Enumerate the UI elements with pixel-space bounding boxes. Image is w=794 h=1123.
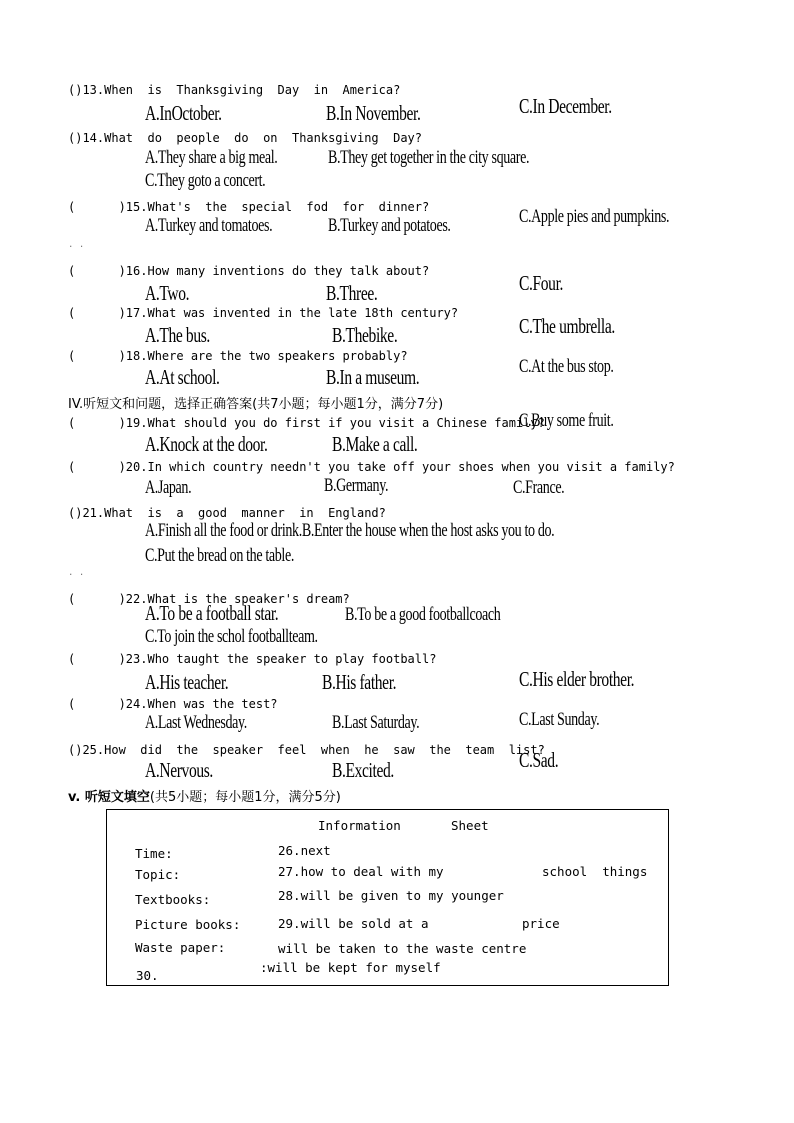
q13-option-a: A.InOctober. xyxy=(145,101,222,125)
question-14-stem: ()14.What do people do on Thanksgiving Day? xyxy=(68,131,423,145)
q18-option-b: B.In a museum. xyxy=(326,365,420,389)
q24-option-c: C.Last Sunday. xyxy=(519,709,600,730)
topic-label: Topic: xyxy=(135,867,181,882)
q23-option-c: C.His elder brother. xyxy=(519,667,635,691)
time-label: Time: xyxy=(135,846,173,861)
q14-option-b: B.They get together in the city square. xyxy=(328,147,530,168)
q20-option-a: A.Japan. xyxy=(145,477,192,498)
picture-books-label: Picture books: xyxy=(135,917,241,932)
sheet-title-information: Information xyxy=(318,818,401,833)
question-16-stem: ( )16.How many inventions do they talk about? xyxy=(68,264,430,278)
topic-tail: school things xyxy=(542,864,648,879)
item-30-value: :will be kept for myself xyxy=(260,960,441,975)
q19-option-b: B.Make a call. xyxy=(332,432,418,456)
q18-option-a: A.At school. xyxy=(145,365,220,389)
q24-option-b: B.Last Saturday. xyxy=(332,712,420,733)
q15-option-a: A.Turkey and tomatoes. xyxy=(145,215,273,236)
separator-dots: . . xyxy=(68,568,85,578)
q22-option-a: A.To be a football star. xyxy=(145,601,279,625)
q20-option-b: B.Germany. xyxy=(324,475,389,496)
q17-option-a: A.The bus. xyxy=(145,323,210,347)
sheet-title-sheet: Sheet xyxy=(451,818,489,833)
question-19-stem: ( )19.What should you do first if you visit a Chinese family? xyxy=(68,416,545,430)
q24-option-a: A.Last Wednesday. xyxy=(145,712,247,733)
q16-option-a: A.Two. xyxy=(145,281,190,305)
q16-option-c: C.Four. xyxy=(519,271,564,295)
question-24-stem: ( )24.When was the test? xyxy=(68,697,278,711)
q14-option-c: C.They goto a concert. xyxy=(145,170,266,191)
q22-option-b: B.To be a good footballcoach xyxy=(345,604,501,625)
question-25-stem: ()25.How did the speaker feel when he saw the team list? xyxy=(68,743,545,757)
q18-option-c: C.At the bus stop. xyxy=(519,356,614,377)
q16-option-b: B.Three. xyxy=(326,281,378,305)
question-18-stem: ( )18.Where are the two speakers probably? xyxy=(68,349,408,363)
picture-books-tail: price xyxy=(522,916,560,931)
information-sheet xyxy=(106,809,669,986)
item-30-label: 30. xyxy=(136,968,159,983)
section-4-heading: IV.听短文和问题，选择正确答案(共7小题；每小题1分，满分7分) xyxy=(68,397,444,412)
question-20-stem: ( )20.In which country needn't you take off your shoes when you visit a family? xyxy=(68,460,675,474)
textbooks-label: Textbooks: xyxy=(135,892,211,907)
q17-option-c: C.The umbrella. xyxy=(519,314,615,338)
section-5-heading-main: v. 听短文填空 xyxy=(68,790,150,805)
q14-option-a: A.They share a big meal. xyxy=(145,147,278,168)
q25-option-a: A.Nervous. xyxy=(145,758,213,782)
q19-option-a: A.Knock at the door. xyxy=(145,432,268,456)
topic-value: 27.how to deal with my xyxy=(278,864,444,879)
picture-books-value: 29.will be sold at a xyxy=(278,916,429,931)
q15-option-b: B.Turkey and potatoes. xyxy=(328,215,451,236)
q19-option-c: C.Buy some fruit. xyxy=(519,410,614,431)
q22-option-c: C.To join the schol footballteam. xyxy=(145,626,318,647)
q23-option-a: A.His teacher. xyxy=(145,670,229,694)
question-15-stem: ( )15.What's the special fod for dinner? xyxy=(68,200,430,214)
question-17-stem: ( )17.What was invented in the late 18th century? xyxy=(68,306,459,320)
question-21-stem: ()21.What is a good manner in England? xyxy=(68,506,386,520)
section-5-heading xyxy=(68,786,341,805)
q20-option-c: C.France. xyxy=(513,477,565,498)
section-5-heading-note: (共5小题；每小题1分，满分5分) xyxy=(149,790,341,805)
textbooks-value: 28.will be given to my younger xyxy=(278,888,504,903)
question-23-stem: ( )23.Who taught the speaker to play football? xyxy=(68,652,437,666)
q25-option-b: B.Excited. xyxy=(332,758,394,782)
q13-option-b: B.In November. xyxy=(326,101,421,125)
q23-option-b: B.His father. xyxy=(322,670,397,694)
q21-options-ab: A.Finish all the food or drink.B.Enter the house when the host asks you to do. xyxy=(145,520,555,541)
question-13-stem: ()13.When is Thanksgiving Day in America? xyxy=(68,83,401,97)
waste-paper-label: Waste paper: xyxy=(135,940,226,955)
q15-option-c: C.Apple pies and pumpkins. xyxy=(519,206,670,227)
time-value: 26.next xyxy=(278,843,331,858)
q25-option-c: C.Sad. xyxy=(519,748,559,772)
q21-option-c: C.Put the bread on the table. xyxy=(145,545,294,566)
q13-option-c: C.In December. xyxy=(519,94,612,118)
separator-dots: . . xyxy=(68,240,85,250)
question-22-stem: ( )22.What is the speaker's dream? xyxy=(68,592,350,606)
waste-paper-value: will be taken to the waste centre xyxy=(278,941,527,956)
q17-option-b: B.Thebike. xyxy=(332,323,398,347)
